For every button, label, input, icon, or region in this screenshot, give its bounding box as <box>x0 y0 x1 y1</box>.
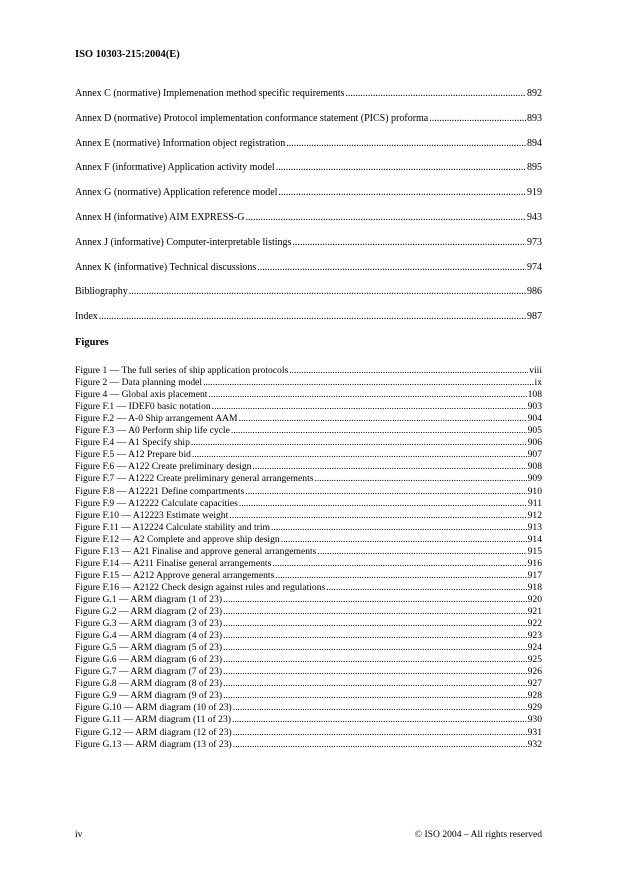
figure-entry[interactable] <box>75 473 542 485</box>
figure-entry-title: Figure F.12 — A2 Complete and approve ship design <box>75 533 280 545</box>
leader-dots <box>245 486 526 498</box>
leader-dots <box>314 473 526 485</box>
leader-dots <box>223 618 527 630</box>
leader-dots <box>212 401 527 413</box>
leader-dots <box>252 461 526 473</box>
leader-dots <box>232 714 527 726</box>
figure-entry-page: 907 <box>527 449 542 461</box>
figure-entry-page: 903 <box>527 401 542 413</box>
leader-dots <box>208 389 526 401</box>
figure-entry[interactable] <box>75 739 542 751</box>
figure-entry[interactable] <box>75 654 542 666</box>
leader-dots <box>192 449 527 461</box>
leader-dots <box>271 522 527 534</box>
figure-entry[interactable] <box>75 582 542 594</box>
leader-dots <box>239 413 527 425</box>
toc-entry[interactable] <box>75 237 542 248</box>
leader-dots <box>292 237 526 248</box>
figure-entry[interactable] <box>75 510 542 522</box>
figure-entry-page: 908 <box>527 461 542 473</box>
page-number: iv <box>75 829 83 840</box>
figure-entry[interactable] <box>75 678 542 690</box>
figure-entry-page: 914 <box>527 533 542 545</box>
toc-entry-page: 892 <box>527 88 542 99</box>
leader-dots <box>99 311 526 322</box>
toc-entry-page: 895 <box>527 162 542 174</box>
toc-entry-title: Annex D (normative) Protocol implementation conformance statement (PICS) proforma <box>75 112 429 124</box>
figure-entry-title: Figure F.8 — A12221 Define compartments <box>75 485 245 497</box>
figure-entry-title: Figure G.2 — ARM diagram (2 of 23) <box>75 606 223 617</box>
figure-entry-page: 921 <box>527 606 542 617</box>
figure-entry-title: Figure F.4 — A1 Specify ship <box>75 437 190 449</box>
toc-entry-title: Bibliography <box>75 286 128 298</box>
leader-dots <box>272 558 526 570</box>
figure-entry-title: Figure 4 — Global axis placement <box>75 389 208 401</box>
figure-entry[interactable] <box>75 690 542 702</box>
toc-entry-page: 987 <box>527 311 542 323</box>
toc-entry-page: 986 <box>527 286 542 298</box>
toc-entry[interactable] <box>75 212 542 223</box>
figure-entry[interactable] <box>75 642 542 654</box>
figure-entry[interactable] <box>75 522 542 534</box>
figure-entry[interactable] <box>75 413 542 425</box>
figure-entry-title: Figure G.1 — ARM diagram (1 of 23) <box>75 593 223 605</box>
leader-dots <box>239 498 527 510</box>
figure-entry-title: Figure F.13 — A21 Finalise and approve general arrangements <box>75 545 317 557</box>
figure-entry-page: 922 <box>527 618 542 630</box>
figure-entry-page: 911 <box>527 497 542 509</box>
figure-entry-title: Figure G.13 — ARM diagram (13 of 23) <box>75 738 232 750</box>
toc-entry[interactable] <box>75 113 542 124</box>
toc-entry-title: Annex K (informative) Technical discussions <box>75 261 257 273</box>
toc-entry-title: Annex G (normative) Application reference model <box>75 187 278 199</box>
leader-dots <box>345 88 526 99</box>
figure-entry-page: 912 <box>527 509 542 521</box>
figure-entry-title: Figure 1 — The full series of ship application protocols <box>75 365 289 376</box>
document-id-header: ISO 10303-215:2004(E) <box>75 49 180 60</box>
figure-entry-page: 918 <box>527 581 542 593</box>
figure-entry-page: 925 <box>527 654 542 666</box>
figure-entry-page: 923 <box>527 630 542 642</box>
figure-entry-title: Figure F.10 — A12223 Estimate weight <box>75 509 229 521</box>
figure-entry-title: Figure F.11 — A12224 Calculate stability and trim <box>75 521 270 533</box>
figure-entry-page: 906 <box>527 437 542 449</box>
figure-entry-title: Figure G.10 — ARM diagram (10 of 23) <box>75 702 232 714</box>
figure-entry-page: 932 <box>527 738 542 750</box>
figure-entry-title: Figure G.8 — ARM diagram (8 of 23) <box>75 678 223 690</box>
figure-entry[interactable] <box>75 546 542 558</box>
toc-entry[interactable] <box>75 88 542 99</box>
copyright-notice: © ISO 2004 – All rights reserved <box>414 829 542 840</box>
toc-entry-page: 943 <box>527 212 542 223</box>
figure-entry-title: Figure F.14 — A211 Finalise general arrangements <box>75 557 272 569</box>
leader-dots <box>223 630 527 642</box>
leader-dots <box>286 138 526 149</box>
figure-entry[interactable] <box>75 714 542 726</box>
figure-entry-page: 108 <box>527 389 542 401</box>
figure-entry-title: Figure G.12 — ARM diagram (12 of 23) <box>75 726 232 738</box>
figure-entry[interactable] <box>75 727 542 739</box>
figure-entry-title: Figure G.4 — ARM diagram (4 of 23) <box>75 630 223 642</box>
figure-entry-page: 920 <box>527 593 542 605</box>
figure-entry-title: Figure F.6 — A122 Create preliminary design <box>75 461 252 473</box>
figure-entry-page: 909 <box>527 473 542 485</box>
figure-entry[interactable] <box>75 389 542 401</box>
toc-entry[interactable] <box>75 262 542 273</box>
figure-entry-page: ix <box>534 377 542 389</box>
figure-entry-page: 926 <box>527 666 542 678</box>
leader-dots <box>233 702 527 714</box>
figure-entry[interactable] <box>75 401 542 413</box>
figure-entry[interactable] <box>75 365 542 377</box>
leader-dots <box>245 212 526 223</box>
leader-dots <box>317 546 526 558</box>
figure-entry-page: 910 <box>527 485 542 497</box>
leader-dots <box>233 739 527 751</box>
toc-entry-page: 973 <box>527 236 542 248</box>
toc-entry[interactable] <box>75 311 542 322</box>
figure-entry-title: Figure F.3 — A0 Perform ship life cycle <box>75 425 230 437</box>
figure-entry-title: Figure G.9 — ARM diagram (9 of 23) <box>75 690 223 702</box>
leader-dots <box>276 162 526 173</box>
leader-dots <box>191 437 527 449</box>
figure-entry-title: Figure F.1 — IDEF0 basic notation <box>75 401 211 413</box>
leader-dots <box>275 570 526 582</box>
figure-entry-page: 915 <box>527 545 542 557</box>
figure-entry[interactable] <box>75 377 542 389</box>
leader-dots <box>223 606 527 618</box>
figure-entry[interactable] <box>75 606 542 618</box>
figure-entry-page: 916 <box>527 557 542 569</box>
leader-dots <box>223 690 527 702</box>
figures-heading: Figures <box>75 337 109 348</box>
leader-dots <box>326 582 526 594</box>
figure-entry-page: 917 <box>527 569 542 581</box>
figure-entry[interactable] <box>75 498 542 510</box>
figure-entry-page: 913 <box>527 521 542 533</box>
toc-entry-page: 919 <box>527 187 542 199</box>
toc-entry-title: Annex H (informative) AIM EXPRESS-G <box>75 212 245 223</box>
figure-entry[interactable] <box>75 449 542 461</box>
figure-entry[interactable] <box>75 630 542 642</box>
leader-dots <box>257 262 526 273</box>
toc-entry[interactable] <box>75 138 542 149</box>
figure-entry-page: viii <box>529 365 542 376</box>
toc-entry-title: Annex F (informative) Application activity model <box>75 162 275 174</box>
leader-dots <box>203 377 533 389</box>
leader-dots <box>231 425 527 437</box>
leader-dots <box>129 286 526 297</box>
figure-entry-title: Figure 2 — Data planning model <box>75 377 203 389</box>
toc-entry[interactable] <box>75 187 542 198</box>
toc-entry-page: 894 <box>527 137 542 149</box>
figure-entry-page: 904 <box>527 413 542 425</box>
figure-entry-page: 931 <box>527 726 542 738</box>
toc-entry-title: Annex J (informative) Computer-interpretable listings <box>75 236 292 248</box>
figure-entry[interactable] <box>75 461 542 473</box>
leader-dots <box>223 666 527 678</box>
figure-entry-title: Figure F.5 — A12 Prepare bid <box>75 449 191 461</box>
toc-entry-title: Annex C (normative) Implemenation method specific requirements <box>75 88 345 99</box>
figure-entry[interactable] <box>75 534 542 546</box>
figure-entry-title: Figure G.6 — ARM diagram (6 of 23) <box>75 654 223 666</box>
figure-entry[interactable] <box>75 702 542 714</box>
leader-dots <box>429 113 526 124</box>
figure-entry[interactable] <box>75 558 542 570</box>
toc-entry-page: 974 <box>527 261 542 273</box>
figure-entry-title: Figure F.15 — A212 Approve general arrangements <box>75 569 275 581</box>
figure-entry[interactable] <box>75 570 542 582</box>
figure-entry-page: 927 <box>527 678 542 690</box>
toc-entry-page: 893 <box>527 112 542 124</box>
figure-entry-title: Figure G.11 — ARM diagram (11 of 23) <box>75 714 231 726</box>
figure-entry[interactable] <box>75 437 542 449</box>
figure-entry-page: 928 <box>527 690 542 702</box>
leader-dots <box>223 594 527 606</box>
leader-dots <box>289 365 528 377</box>
leader-dots <box>278 187 526 198</box>
figure-entry-page: 905 <box>527 425 542 437</box>
figure-entry-page: 930 <box>527 714 542 726</box>
figure-entry-title: Figure G.5 — ARM diagram (5 of 23) <box>75 642 223 654</box>
figure-entry-page: 924 <box>527 642 542 654</box>
toc-entry[interactable] <box>75 286 542 297</box>
figure-entry-title: Figure G.3 — ARM diagram (3 of 23) <box>75 618 223 630</box>
figure-entry[interactable] <box>75 594 542 606</box>
figure-entry-title: Figure F.16 — A2122 Check design against rules and regulations <box>75 581 326 593</box>
toc-entry-title: Annex E (normative) Information object registration <box>75 137 286 149</box>
leader-dots <box>229 510 526 522</box>
toc-entry[interactable] <box>75 162 542 173</box>
figure-entry-title: Figure G.7 — ARM diagram (7 of 23) <box>75 666 223 678</box>
leader-dots <box>233 727 527 739</box>
leader-dots <box>223 642 527 654</box>
toc-entry-title: Index <box>75 311 98 323</box>
figure-entry-page: 929 <box>527 702 542 714</box>
leader-dots <box>223 654 527 666</box>
figure-entry-title: Figure F.2 — A-0 Ship arrangement AAM <box>75 413 238 425</box>
leader-dots <box>281 534 527 546</box>
figure-entry-title: Figure F.9 — A12222 Calculate capacities <box>75 497 238 509</box>
figure-entry-title: Figure F.7 — A1222 Create preliminary general arrangements <box>75 473 314 485</box>
figure-entry[interactable] <box>75 618 542 630</box>
leader-dots <box>223 678 527 690</box>
figure-entry[interactable] <box>75 486 542 498</box>
figure-entry[interactable] <box>75 425 542 437</box>
figure-entry[interactable] <box>75 666 542 678</box>
